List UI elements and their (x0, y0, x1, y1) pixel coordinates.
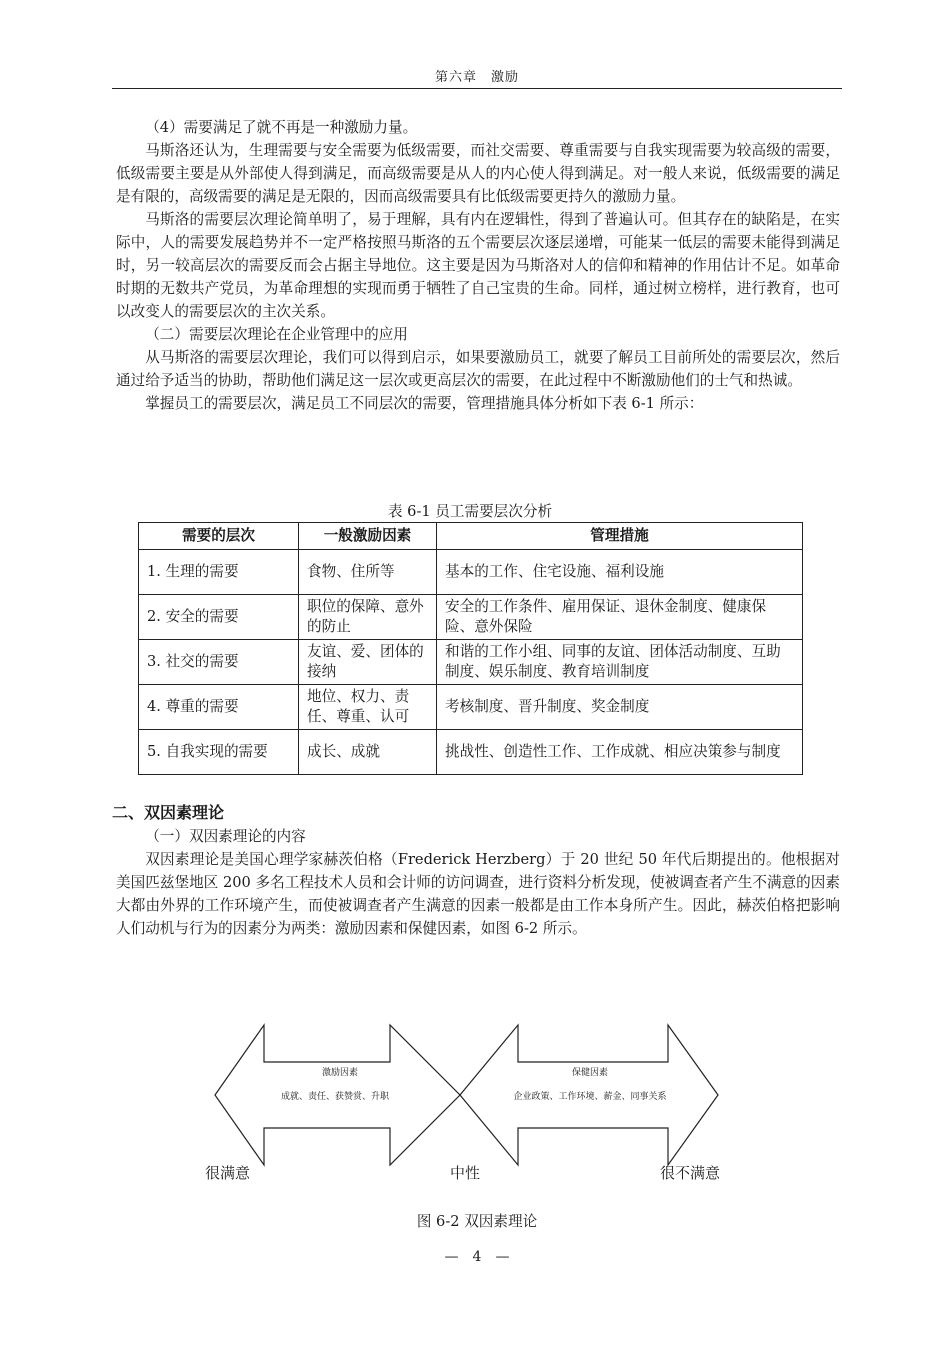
scale-label-left: 很满意 (205, 1164, 251, 1182)
table-row (139, 685, 803, 730)
table-cell: 5. 自我实现的需要 (139, 730, 299, 775)
table-cell: 4. 尊重的需要 (139, 685, 299, 730)
motivators-items: 成就、责任、获赞赏、升职 (280, 1092, 389, 1102)
paragraph: 双因素理论是美国心理学家赫茨伯格（Frederick Herzberg）于 20 世纪 50 年代后期提出的。他根据对美国匹兹堡地区 200 多名工程技术人员和会计师的访问调查，进行资料分析发现，使被调查者产生不满意的因素大都由外界的工作环境产生，而使被调查者产生满意的因素一般都是由工作本身所产生。因此，赫茨伯格把影响人们动机与行为的因素分为两类：激励因素和保健因素，如图 6-2 所示。 (116, 851, 840, 937)
table-row (139, 595, 803, 640)
scale-label-right: 很不满意 (660, 1164, 721, 1182)
table-row (139, 730, 803, 775)
motivators-title: 激励因素 (321, 1068, 358, 1078)
paragraph: 从马斯洛的需要层次理论，我们可以得到启示，如果要激励员工，就要了解员工目前所处的需要层次，然后通过给予适当的协助，帮助他们满足这一层次或更高层次的需要，在此过程中不断激励他们的士气和热诚。 (116, 349, 840, 389)
table-cell: 挑战性、创造性工作、工作成就、相应决策参与制度 (437, 730, 803, 775)
running-header: 第六章 激励 (434, 70, 519, 85)
table-cell: 食物、住所等 (299, 550, 437, 595)
body-text-top (116, 116, 840, 415)
table-cell: 和谐的工作小组、同事的友谊、团体活动制度、互助制度、娱乐制度、教育培训制度 (437, 640, 803, 685)
table-cell: 3. 社交的需要 (139, 640, 299, 685)
needs-table (138, 522, 803, 775)
hygiene-items: 企业政策、工作环境、薪金、同事关系 (513, 1092, 667, 1102)
table-cell: 安全的工作条件、雇用保证、退休金制度、健康保险、意外保险 (437, 595, 803, 640)
subsection-heading: （二）需要层次理论在企业管理中的应用 (145, 326, 408, 343)
column-header: 管理措施 (437, 523, 803, 550)
scale-label-middle: 中性 (450, 1164, 481, 1182)
table-row (139, 550, 803, 595)
table-cell: 友谊、爱、团体的接纳 (299, 640, 437, 685)
subsection-heading: （一）双因素理论的内容 (145, 828, 306, 845)
table-row (139, 640, 803, 685)
figure-caption: 图 6-2 双因素理论 (416, 1213, 538, 1230)
hygiene-title: 保健因素 (571, 1068, 608, 1078)
table-cell: 地位、权力、责任、尊重、认可 (299, 685, 437, 730)
table-caption: 表 6-1 员工需要层次分析 (387, 503, 553, 520)
table-cell: 职位的保障、意外的防止 (299, 595, 437, 640)
table-cell: 成长、成就 (299, 730, 437, 775)
page-number: — 4 — (444, 1249, 510, 1265)
paragraph: 掌握员工的需要层次，满足员工不同层次的需要，管理措施具体分析如下表 6-1 所示： (145, 395, 704, 412)
table-header-row (139, 523, 803, 550)
table-cell: 1. 生理的需要 (139, 550, 299, 595)
table-cell: 基本的工作、住宅设施、福利设施 (437, 550, 803, 595)
section-title: 二、双因素理论 (112, 803, 225, 822)
paragraph: 马斯洛还认为，生理需要与安全需要为低级需要，而社交需要、尊重需要与自我实现需要为较高级的需要，低级需要主要是从外部使人得到满足，而高级需要是从人的内心使人得到满足。对一般人来说，低级需要的满足是有限的，高级需要的满足是无限的，因而高级需要具有比低级需要更持久的激励力量。 (116, 142, 840, 205)
column-header: 需要的层次 (139, 523, 299, 550)
table-cell: 考核制度、晋升制度、奖金制度 (437, 685, 803, 730)
body-text-bottom (116, 825, 840, 940)
table-cell: 2. 安全的需要 (139, 595, 299, 640)
header-rule (112, 88, 842, 89)
column-header: 一般激励因素 (299, 523, 437, 550)
paragraph: （4）需要满足了就不再是一种激励力量。 (145, 119, 418, 136)
paragraph: 马斯洛的需要层次理论简单明了，易于理解，具有内在逻辑性，得到了普遍认可。但其存在的缺陷是，在实际中，人的需要发展趋势并不一定严格按照马斯洛的五个需要层次逐层递增，可能某一低层的需要未能得到满足时，另一较高层次的需要反而会占据主导地位。这主要是因为马斯洛对人的信仰和精神的作用估计不足。如革命时期的无数共产党员，为革命理想的实现而勇于牺牲了自己宝贵的生命。同样，通过树立榜样，进行教育，也可以改变人的需要层次的主次关系。 (116, 211, 840, 320)
